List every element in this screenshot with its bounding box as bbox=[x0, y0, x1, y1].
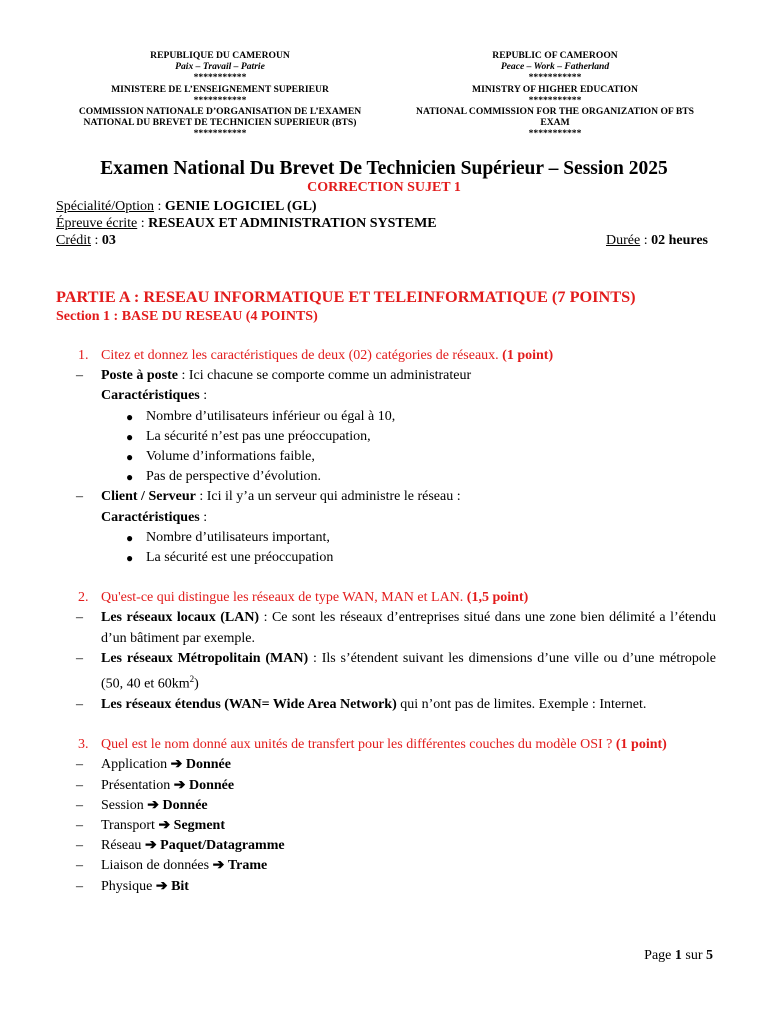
arrow-right-icon: ➔ bbox=[144, 838, 157, 854]
ministry-fr: MINISTERE DE L’ENSEIGNEMENT SUPERIEUR bbox=[111, 83, 329, 95]
bullet-text: La sécurité n’est pas une préoccupation, bbox=[146, 428, 371, 444]
dash-icon: – bbox=[76, 368, 83, 384]
specialite-value: GENIE LOGICIEL (GL) bbox=[164, 199, 317, 214]
commission-fr-line2: NATIONAL DU BREVET DE TECHNICIEN SUPERIEUR (BTS) bbox=[83, 117, 357, 129]
dash-icon: – bbox=[76, 489, 83, 505]
commission-en-line2: EXAM bbox=[540, 117, 570, 129]
question-points: (1 point) bbox=[615, 737, 667, 753]
separator-stars: *********** bbox=[528, 94, 582, 106]
question-number: 3. bbox=[78, 737, 89, 753]
layer-name: Session bbox=[101, 797, 144, 813]
characteristics-label: Caractéristiques bbox=[101, 509, 200, 525]
osi-layer-item bbox=[56, 816, 716, 836]
answer-item bbox=[56, 608, 716, 648]
separator-stars: *********** bbox=[193, 94, 247, 106]
answer-content bbox=[56, 346, 716, 897]
exam-subtitle: CORRECTION SUJET 1 bbox=[307, 180, 461, 195]
separator-stars: *********** bbox=[193, 72, 247, 84]
answer-term: Poste à poste bbox=[101, 368, 178, 384]
bullet-icon: ● bbox=[126, 450, 134, 465]
arrow-right-icon: ➔ bbox=[158, 817, 171, 833]
layer-name: Présentation bbox=[101, 777, 171, 793]
dash-icon: – bbox=[76, 757, 83, 773]
question-number: 2. bbox=[78, 590, 89, 606]
bullet-icon: ● bbox=[126, 429, 134, 444]
page-number: 1 bbox=[674, 948, 682, 963]
header-right bbox=[395, 50, 715, 140]
separator-stars: *********** bbox=[193, 128, 247, 140]
country-name-fr: REPUBLIQUE DU CAMEROUN bbox=[150, 50, 290, 61]
dash-icon: – bbox=[76, 797, 83, 813]
question-text: Qu'est-ce qui distingue les réseaux de type WAN, MAN et LAN. bbox=[101, 590, 467, 606]
answer-item bbox=[56, 649, 716, 695]
answer-term: Les réseaux étendus (WAN= Wide Area Network) bbox=[101, 696, 397, 712]
question-text: Citez et donnez les caractéristiques de deux (02) catégories de réseaux. bbox=[101, 348, 503, 363]
country-name-en: REPUBLIC OF CAMEROON bbox=[492, 50, 618, 61]
commission-fr-line1: COMMISSION NATIONALE D’ORGANISATION DE L’EXAMEN bbox=[78, 106, 362, 118]
epreuve-value: RESEAUX ET ADMINISTRATION SYSTEME bbox=[148, 216, 437, 231]
bullet-text: Volume d’informations faible, bbox=[146, 449, 315, 465]
question-points: (1,5 point) bbox=[466, 590, 529, 606]
answer-text: qui n’ont pas de limites. Exemple : Internet. bbox=[396, 696, 647, 712]
dash-icon: – bbox=[76, 650, 83, 666]
bullet-text: La sécurité est une préoccupation bbox=[146, 550, 334, 566]
layer-name: Liaison de données bbox=[101, 858, 210, 874]
list-item bbox=[56, 467, 716, 487]
dash-icon: – bbox=[76, 610, 83, 626]
motto-fr: Paix – Travail – Patrie bbox=[175, 61, 265, 73]
list-item bbox=[56, 427, 716, 447]
characteristics-label: Caractéristiques bbox=[101, 388, 200, 404]
commission-en-line1: NATIONAL COMMISSION FOR THE ORGANIZATION OF BTS bbox=[416, 106, 694, 118]
specialite-line: Spécialité/Option : GENIE LOGICIEL (GL) bbox=[56, 199, 317, 214]
spacer bbox=[56, 715, 716, 735]
arrow-right-icon: ➔ bbox=[170, 757, 183, 773]
part-title: PARTIE A : RESEAU INFORMATIQUE ET TELEINFORMATIQUE (7 POINTS) bbox=[56, 287, 636, 306]
question-text: Quel est le nom donné aux unités de transfert pour les différentes couches du modèle OSI ? bbox=[101, 737, 616, 753]
layer-unit: Paquet/Datagramme bbox=[160, 838, 285, 854]
specialite-label: Spécialité/Option bbox=[56, 199, 154, 214]
page-total: 5 bbox=[706, 948, 713, 963]
bullet-text: Pas de perspective d’évolution. bbox=[146, 469, 321, 485]
characteristics-heading bbox=[56, 508, 716, 528]
osi-layer-item bbox=[56, 776, 716, 796]
answer-text: : Ce sont les réseaux d’entreprises situé dans une zone bien délimité a l’étendu d’un bâtiment par exemple. bbox=[101, 610, 716, 646]
osi-layer-item bbox=[56, 856, 716, 876]
epreuve-label: Épreuve écrite bbox=[56, 216, 138, 231]
duree-label: Durée bbox=[605, 233, 641, 248]
layer-name: Application bbox=[101, 757, 168, 773]
credit-line: Crédit : 03 Durée : 02 heures bbox=[56, 233, 708, 248]
bullet-icon: ● bbox=[126, 530, 134, 545]
dash-icon: – bbox=[76, 777, 83, 793]
bullet-icon: ● bbox=[126, 470, 134, 485]
exam-title: Examen National Du Brevet De Technicien Supérieur – Session 2025 bbox=[100, 158, 668, 179]
credit-label: Crédit bbox=[56, 233, 91, 248]
answer-item bbox=[56, 695, 716, 715]
list-item bbox=[56, 447, 716, 467]
layer-unit: Donnée bbox=[185, 757, 231, 773]
layer-unit: Donnée bbox=[162, 797, 208, 813]
bullet-icon: ● bbox=[126, 551, 134, 566]
list-item bbox=[56, 528, 716, 548]
answer-text: : Ici il y’a un serveur qui administre le réseau : bbox=[195, 489, 461, 505]
dash-icon: – bbox=[76, 838, 83, 854]
dash-icon: – bbox=[76, 817, 83, 833]
layer-unit: Trame bbox=[227, 858, 268, 874]
bullet-text: Nombre d’utilisateurs important, bbox=[146, 529, 330, 545]
list-item bbox=[56, 407, 716, 427]
page-separator: sur bbox=[681, 948, 706, 963]
duree-field: Durée : 02 heures bbox=[605, 233, 708, 248]
page-label: Page bbox=[644, 948, 675, 963]
dash-icon: – bbox=[76, 878, 83, 894]
osi-layer-item bbox=[56, 877, 716, 897]
closing-paren: ) bbox=[194, 676, 199, 692]
characteristics-colon: : bbox=[199, 388, 208, 404]
question-1 bbox=[56, 346, 716, 366]
section-title: Section 1 : BASE DU RESEAU (4 POINTS) bbox=[56, 309, 318, 324]
dash-icon: – bbox=[76, 696, 83, 712]
dash-icon: – bbox=[76, 858, 83, 874]
page-footer bbox=[644, 948, 713, 964]
layer-unit: Segment bbox=[173, 817, 225, 833]
answer-text: : Ils s’étendent suivant les dimensions d’une ville ou d’une métropole (50, 40 et 60km bbox=[101, 650, 716, 692]
characteristics-colon: : bbox=[199, 509, 208, 525]
duree-value: 02 heures bbox=[651, 233, 708, 248]
header-left bbox=[60, 50, 380, 140]
layer-name: Réseau bbox=[101, 838, 142, 854]
layer-unit: Bit bbox=[171, 878, 189, 894]
layer-name: Transport bbox=[101, 817, 155, 833]
characteristics-heading bbox=[56, 386, 716, 406]
osi-layer-item bbox=[56, 836, 716, 856]
question-number: 1. bbox=[78, 348, 89, 363]
question-points: (1 point) bbox=[502, 348, 554, 363]
question-2 bbox=[56, 588, 716, 608]
arrow-right-icon: ➔ bbox=[147, 797, 160, 813]
separator-stars: *********** bbox=[528, 128, 582, 140]
arrow-right-icon: ➔ bbox=[173, 777, 186, 793]
question-3 bbox=[56, 735, 716, 755]
osi-layer-item bbox=[56, 796, 716, 816]
epreuve-line: Épreuve écrite : RESEAUX ET ADMINISTRATION SYSTEME bbox=[56, 216, 437, 231]
answer-term: Les réseaux locaux (LAN) bbox=[101, 610, 260, 626]
answer-text: : Ici chacune se comporte comme un administrateur bbox=[178, 368, 472, 384]
arrow-right-icon: ➔ bbox=[212, 858, 225, 874]
answer-item bbox=[56, 487, 716, 507]
arrow-right-icon: ➔ bbox=[155, 878, 168, 894]
ministry-en: MINISTRY OF HIGHER EDUCATION bbox=[472, 83, 638, 95]
list-item bbox=[56, 548, 716, 568]
layer-unit: Donnée bbox=[188, 777, 235, 793]
osi-layer-item bbox=[56, 755, 716, 775]
spacer bbox=[56, 568, 716, 588]
layer-name: Physique bbox=[101, 878, 153, 894]
answer-item bbox=[56, 366, 716, 386]
separator-stars: *********** bbox=[528, 72, 582, 84]
bullet-text: Nombre d’utilisateurs inférieur ou égal à 10, bbox=[146, 408, 396, 424]
answer-term: Client / Serveur bbox=[101, 489, 196, 505]
motto-en: Peace – Work – Fatherland bbox=[500, 61, 610, 73]
answer-term: Les réseaux Métropolitain (MAN) bbox=[101, 650, 309, 666]
superscript: 2 bbox=[189, 674, 195, 685]
bullet-icon: ● bbox=[126, 409, 134, 424]
credit-value: 03 bbox=[101, 233, 116, 248]
